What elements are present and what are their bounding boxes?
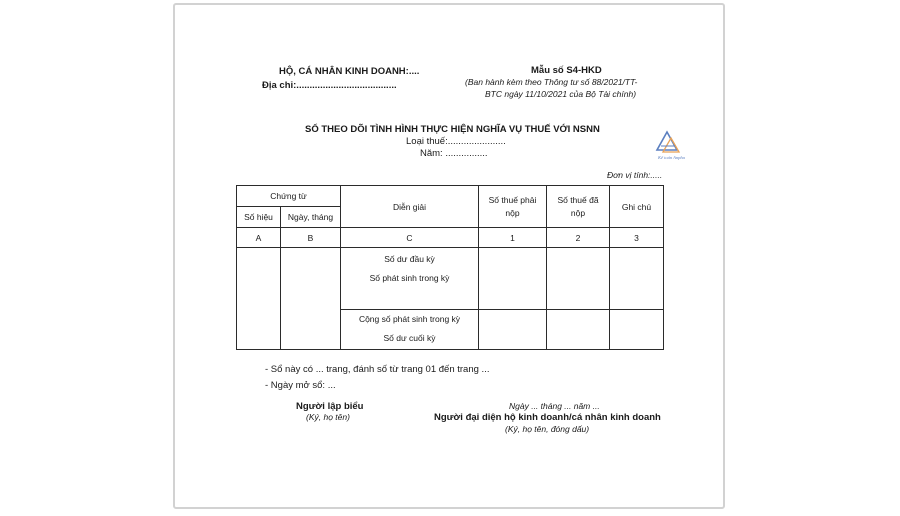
anpha-logo-icon	[655, 128, 691, 162]
payable-cell-upper	[479, 248, 547, 310]
code-cell-a: A	[237, 228, 281, 248]
address-line: Địa chỉ:......................................	[262, 80, 397, 91]
opening-balance-label: Số dư đầu kỳ	[384, 254, 435, 264]
ledger-title: SỔ THEO DÕI TÌNH HÌNH THỰC HIỆN NGHĨA VỤ THUẾ VỚI NSNN	[305, 124, 600, 135]
pages-note: - Sổ này có ... trang, đánh số từ trang 01 đến trang ...	[265, 364, 490, 375]
code-cell-1: 1	[479, 228, 547, 248]
unit-line: Đơn vị tính:.....	[607, 170, 663, 180]
voucher-date-cell	[281, 248, 341, 350]
payable-cell-lower	[479, 310, 547, 350]
closing-balance-label: Số dư cuối kỳ	[383, 333, 436, 343]
representative-note: (Ký, họ tên, đóng dấu)	[505, 424, 590, 434]
paid-cell-upper	[547, 248, 610, 310]
total-arising-label: Cộng số phát sinh trong kỳ	[358, 314, 461, 324]
code-cell-2: 2	[547, 228, 610, 248]
tax-paid-header-line1: Số thuế đã	[557, 195, 599, 205]
decree-line-1: (Ban hành kèm theo Thông tư số 88/2021/TT-	[465, 77, 638, 87]
representative-label: Người đại diện hộ kinh doanh/cá nhân kinh doanh	[434, 412, 661, 423]
voucher-date-header: Ngày, tháng	[281, 207, 341, 228]
year-line: Năm: ................	[420, 148, 488, 159]
voucher-group-header: Chứng từ	[237, 186, 341, 207]
business-name-line: HỘ, CÁ NHÂN KINH DOANH:....	[279, 66, 420, 77]
tax-payable-header-line1: Số thuế phải	[488, 195, 537, 205]
tax-payable-header	[479, 186, 547, 228]
tax-ledger-table	[236, 185, 664, 350]
preparer-label: Người lập biểu	[296, 401, 364, 412]
code-cell-c: C	[341, 228, 479, 248]
decree-line-2: BTC ngày 11/10/2021 của Bộ Tài chính)	[485, 89, 637, 99]
voucher-number-header: Số hiệu	[237, 207, 281, 228]
preparer-note: (Ký, họ tên)	[306, 412, 350, 422]
note-cell-lower	[610, 310, 664, 350]
form-code: Mẫu số S4-HKD	[531, 65, 602, 76]
code-cell-b: B	[281, 228, 341, 248]
sign-date-line: Ngày ... tháng ... năm ...	[509, 401, 600, 411]
tax-paid-header	[547, 186, 610, 228]
period-arising-label: Số phát sinh trong kỳ	[369, 273, 450, 283]
note-header: Ghi chú	[610, 186, 664, 228]
opened-date-note: - Ngày mở sổ: ...	[265, 380, 336, 391]
balance-description-cell	[341, 248, 479, 310]
logo-text: Kế toán Anpha	[658, 155, 685, 160]
paid-cell-lower	[547, 310, 610, 350]
note-cell-upper	[610, 248, 664, 310]
tax-type-line: Loại thuế:......................	[406, 136, 506, 147]
code-cell-3: 3	[610, 228, 664, 248]
total-description-cell	[341, 310, 479, 350]
tax-payable-header-line2: nộp	[505, 208, 520, 218]
tax-paid-header-line2: nộp	[570, 208, 586, 218]
description-header: Diễn giải	[341, 186, 479, 228]
voucher-number-cell	[237, 248, 281, 350]
